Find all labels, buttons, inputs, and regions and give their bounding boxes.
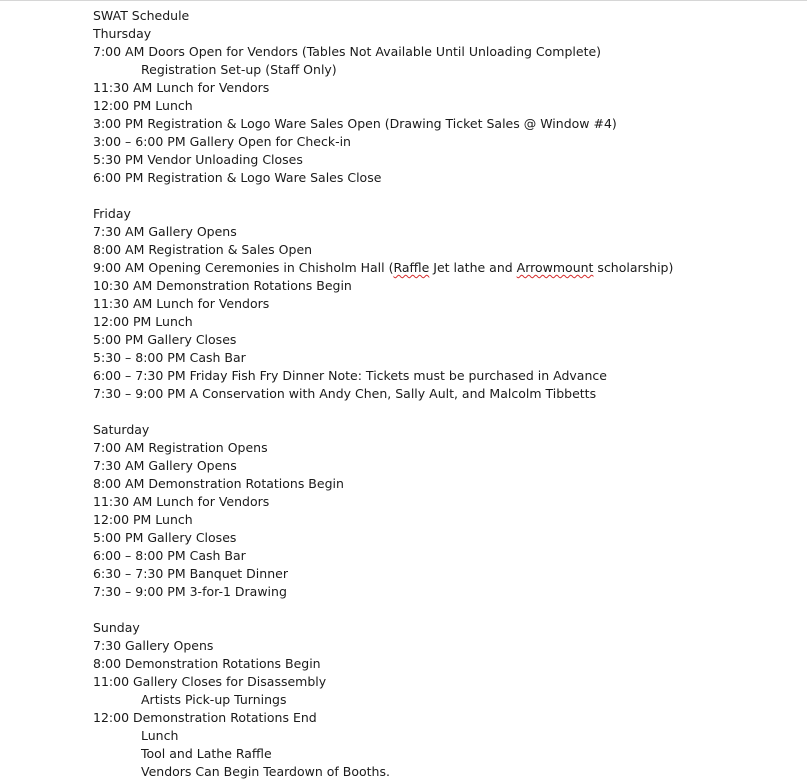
schedule-line: 6:00 PM Registration & Logo Ware Sales Close: [93, 170, 382, 185]
day-heading-thursday: Thursday: [93, 26, 152, 41]
page-top-border: [0, 0, 807, 1]
schedule-line: 7:30 – 9:00 PM 3-for-1 Drawing: [93, 584, 287, 599]
schedule-line: 11:30 AM Lunch for Vendors: [93, 296, 270, 311]
day-heading-friday: Friday: [93, 206, 131, 221]
schedule-line: 11:30 AM Lunch for Vendors: [93, 494, 270, 509]
schedule-line: Tool and Lathe Raffle: [141, 746, 272, 761]
day-heading-sunday: Sunday: [93, 620, 140, 635]
schedule-line: Vendors Can Begin Teardown of Booths.: [141, 764, 390, 779]
schedule-line: 8:00 Demonstration Rotations Begin: [93, 656, 321, 671]
schedule-line: 6:30 – 7:30 PM Banquet Dinner: [93, 566, 288, 581]
schedule-line: 7:30 – 9:00 PM A Conservation with Andy Chen, Sally Ault, and Malcolm Tibbetts: [93, 386, 597, 401]
spellcheck-flagged-word: Arrowmount: [516, 260, 594, 275]
schedule-line: 8:00 AM Demonstration Rotations Begin: [93, 476, 344, 491]
blank-line: [93, 187, 793, 205]
schedule-line: 5:00 PM Gallery Closes: [93, 332, 237, 347]
schedule-line: 5:30 PM Vendor Unloading Closes: [93, 152, 303, 167]
schedule-line: 3:00 – 6:00 PM Gallery Open for Check-in: [93, 134, 351, 149]
schedule-line: 5:30 – 8:00 PM Cash Bar: [93, 350, 246, 365]
schedule-line: 8:00 AM Registration & Sales Open: [93, 242, 313, 257]
schedule-line: 5:00 PM Gallery Closes: [93, 530, 237, 545]
schedule-line: 7:00 AM Registration Opens: [93, 440, 268, 455]
schedule-line: 9:00 AM Opening Ceremonies in Chisholm Hall (Raffle Jet lathe and Arrowmount scholarship): [93, 260, 674, 275]
document-body: [93, 7, 793, 781]
schedule-line: 6:00 – 8:00 PM Cash Bar: [93, 548, 246, 563]
schedule-line: 6:00 – 7:30 PM Friday Fish Fry Dinner Note: Tickets must be purchased in Advance: [93, 368, 607, 383]
schedule-line: 11:30 AM Lunch for Vendors: [93, 80, 270, 95]
schedule-line: Lunch: [141, 728, 179, 743]
spellcheck-flagged-word: Raffle: [393, 260, 430, 275]
schedule-line: Registration Set-up (Staff Only): [141, 62, 337, 77]
schedule-line: 7:00 AM Doors Open for Vendors (Tables Not Available Until Unloading Complete): [93, 44, 602, 59]
schedule-list: [93, 25, 793, 781]
schedule-line: 10:30 AM Demonstration Rotations Begin: [93, 278, 352, 293]
schedule-line: 3:00 PM Registration & Logo Ware Sales Open (Drawing Ticket Sales @ Window #4): [93, 116, 617, 131]
blank-line: [93, 403, 793, 421]
schedule-line: 12:00 PM Lunch: [93, 98, 193, 113]
schedule-line: 7:30 AM Gallery Opens: [93, 224, 237, 239]
document-title: SWAT Schedule: [93, 8, 190, 23]
schedule-line: 12:00 PM Lunch: [93, 512, 193, 527]
blank-line: [93, 601, 793, 619]
schedule-line: 7:30 Gallery Opens: [93, 638, 214, 653]
schedule-line: Artists Pick-up Turnings: [141, 692, 287, 707]
day-heading-saturday: Saturday: [93, 422, 150, 437]
schedule-line: 12:00 PM Lunch: [93, 314, 193, 329]
schedule-line: 12:00 Demonstration Rotations End: [93, 710, 317, 725]
schedule-line: 11:00 Gallery Closes for Disassembly: [93, 674, 327, 689]
schedule-line: 7:30 AM Gallery Opens: [93, 458, 237, 473]
